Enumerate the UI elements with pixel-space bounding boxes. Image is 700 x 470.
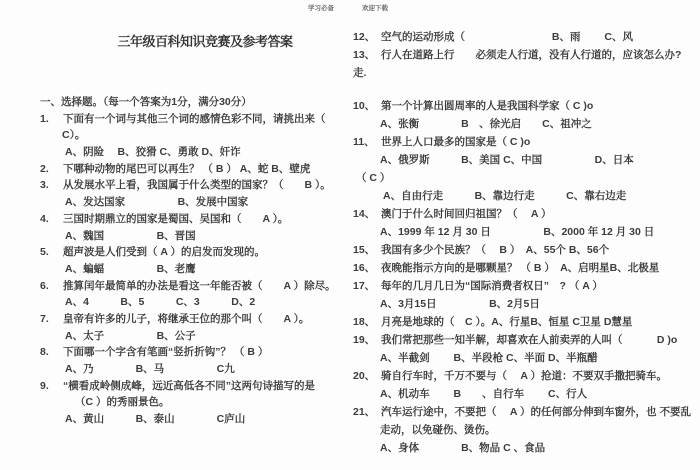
line-text: 走. <box>353 67 367 79</box>
continuation-line <box>40 127 352 144</box>
question-number: 1. <box>40 112 49 125</box>
question-line <box>353 259 697 277</box>
continuation-line <box>40 394 352 411</box>
question-number: 3. <box>40 179 49 192</box>
line-text: A、张衡 B 、徐光启 C、祖冲之 <box>380 118 592 130</box>
line-text: （C ）的秀丽景色。 <box>75 396 170 409</box>
question-line <box>353 46 697 64</box>
line-text: 下哪种动物的尾巴可以再生？ （ B ） A、蛇 B、壁虎 <box>63 162 311 175</box>
option-line <box>353 349 697 367</box>
option-line <box>40 294 352 311</box>
right-column <box>353 28 697 457</box>
line-text: 下面有一个词与其他三个词的感情色彩不同，请挑出来（ <box>63 112 326 125</box>
line-text: 汽车运行途中，不要把（ A ）的任何部分伸到车窗外，也 不要乱 <box>381 406 691 418</box>
option-line <box>353 223 697 241</box>
line-text: A、机动车 B 、自行车 C、行人 <box>380 388 588 400</box>
line-text: 世界上人口最多的国家是（ C )o <box>381 136 531 148</box>
answer-line <box>353 169 697 187</box>
question-number: 16、 <box>353 262 376 274</box>
question-number: 15、 <box>353 244 376 256</box>
option-line <box>40 194 352 211</box>
question-line <box>40 311 352 328</box>
question-number: 7. <box>40 312 49 325</box>
line-text: 空气的运动形成（ B、雨 C、风 <box>381 31 633 43</box>
line-text: 三国时期鼎立的国家是蜀国、吴国和（ A ）。 <box>63 212 289 225</box>
option-line <box>353 151 697 169</box>
line-text: 夜晚能指示方向的是哪颗星？ （ B ） A、启明星B、北极星 <box>381 262 660 274</box>
question-line <box>353 313 697 331</box>
line-text: 从发展水平上看，我国属于什么类型的国家？（ B ）。 <box>63 179 331 192</box>
line-text: A、黄山 B、泰山 C庐山 <box>65 413 246 426</box>
question-line <box>353 133 697 151</box>
question-number: 10、 <box>353 100 376 112</box>
section-heading <box>40 94 352 111</box>
page-title: 三年级百科知识竞赛及参考答案 <box>117 34 293 49</box>
line-text: A、1999 年 12 月 30 日 B、2000 年 12 月 30 日 <box>380 226 655 238</box>
line-text: A、阴险 B、狡猾 C、勇敢 D、奸诈 <box>65 146 241 159</box>
question-line <box>353 241 697 259</box>
line-text: A、发达国家 B、发展中国家 <box>65 196 249 209</box>
line-text: 澳门于什么时间回归祖国？（ A ） <box>381 208 552 220</box>
line-text: “横看成岭侧成峰，远近高低各不同”这两句诗描写的是 <box>63 379 315 392</box>
line-text: 我们常把那些一知半解，却喜欢在人前卖弄的人叫（ D )o <box>381 334 678 346</box>
option-line <box>40 361 352 378</box>
line-text: A、魏国 B、晋国 <box>65 229 196 242</box>
line-text: A、蝙蝠 B、老鹰 <box>65 262 196 275</box>
line-text: A、自由行走 B、靠边行走 C、靠右边走 <box>383 190 627 202</box>
continuation-line <box>353 187 697 205</box>
line-text: （ C ） <box>356 172 391 184</box>
option-line <box>40 144 352 161</box>
question-number: 2. <box>40 162 49 175</box>
line-text: 下面哪一个字含有笔画“竖折折钩”？ （ B ） <box>63 346 269 359</box>
option-line <box>40 411 352 428</box>
line-text: 每年的几月几日为“国际消费者权日” ? （ A ） <box>381 280 603 292</box>
header-label-download: 欢迎下载 <box>362 5 388 12</box>
question-line <box>353 97 697 115</box>
line-text: 骑自行车时，千万不要与（ A ）抢道：不要双手撒把骑车。 <box>381 370 668 382</box>
question-line <box>40 378 352 395</box>
line-text: 推算闰年最简单的办法是看这一年能否被（ A ）除尽。 <box>63 279 336 292</box>
question-number: 17、 <box>353 280 376 292</box>
line-text: 一、选择题。（每一个答案为1分，满分30分） <box>40 96 252 108</box>
left-column <box>40 94 352 428</box>
question-line <box>353 277 697 295</box>
line-text: 我国有多少个民族？（ B ） A、55个 B、56个 <box>381 244 610 256</box>
question-line <box>40 177 352 194</box>
question-number: 20、 <box>353 370 376 382</box>
line-text: A、俄罗斯 B、美国 C、中国 D、日本 <box>380 154 634 166</box>
question-number: 4. <box>40 212 49 225</box>
line-text: A、4 B、5 C、3 D、2 <box>65 296 256 309</box>
option-line <box>40 261 352 278</box>
question-line <box>353 367 697 385</box>
line-text: 走动，以免碰伤、烫伤。 <box>380 424 496 436</box>
question-number: 21、 <box>353 406 376 418</box>
option-line <box>40 228 352 245</box>
line-text: 行人在道路上行 必须走人行道，没有人行道的，应该怎么办? <box>381 49 682 61</box>
question-number: 18、 <box>353 316 376 328</box>
option-line <box>40 328 352 345</box>
line-text: A、3月15日 B、2月5日 <box>380 298 540 310</box>
line-text: A、身体 B、物品 C 、食品 <box>380 442 546 454</box>
question-number: 12、 <box>353 31 376 43</box>
line-text: A、太子 B、公子 <box>65 329 196 342</box>
question-line <box>353 205 697 223</box>
option-line <box>353 115 697 133</box>
line-text: A、乃 B、马 C九 <box>65 363 235 375</box>
line-text: 超声波是人们受到（ A ）的启发而发现的。 <box>63 246 266 259</box>
line-text: 第一个计算出圆周率的人是我国科学家（ C )o <box>381 100 594 112</box>
question-line <box>40 111 352 128</box>
question-number: 9. <box>40 379 49 392</box>
question-number: 19、 <box>353 334 376 346</box>
question-line <box>40 278 352 295</box>
question-line <box>40 344 352 361</box>
option-line <box>353 295 697 313</box>
option-line <box>353 385 697 403</box>
continuation-line <box>353 64 697 82</box>
question-number: 13、 <box>353 49 376 61</box>
question-number: 5. <box>40 246 49 259</box>
question-line <box>40 211 352 228</box>
line-text: 皇帝有许多的儿子，将继承王位的那个叫（ A ）。 <box>63 312 310 325</box>
line-text: C）。 <box>62 129 86 142</box>
continuation-line <box>353 421 697 439</box>
header-label-study: 学习必备 <box>308 5 334 12</box>
question-line <box>353 28 697 46</box>
question-line <box>353 403 697 421</box>
option-line <box>353 439 697 457</box>
question-number: 11、 <box>353 136 375 148</box>
line-text: A、半截剑 B、半段枪 C、半面 D、半瓶醋 <box>380 352 598 364</box>
question-line <box>40 244 352 261</box>
question-line <box>353 331 697 349</box>
question-line <box>40 161 352 178</box>
question-number: 8. <box>40 346 49 359</box>
question-number: 6. <box>40 279 49 292</box>
line-text: 月亮是地球的（ C ）。A、行星B、恒星 C卫星 D慧星 <box>381 316 633 328</box>
question-number: 14、 <box>353 208 376 220</box>
